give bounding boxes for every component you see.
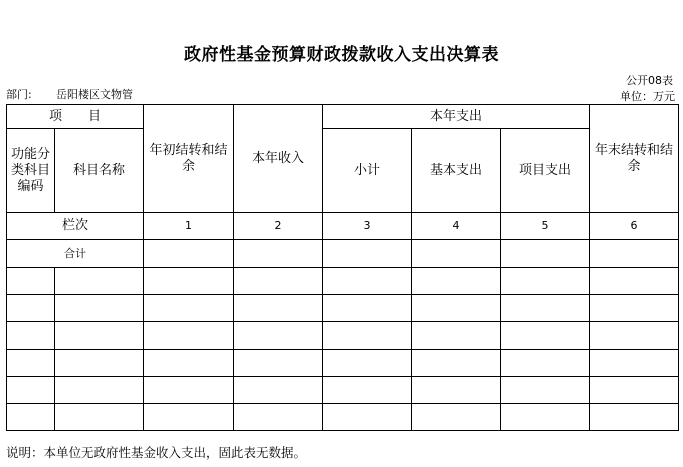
- column-index-1: 1: [144, 213, 234, 240]
- column-index-2: 2: [234, 213, 323, 240]
- header-income: 本年收入: [234, 105, 323, 213]
- form-number: 公开08表: [626, 74, 673, 87]
- header-subject-name: 科目名称: [55, 129, 144, 213]
- header-subtotal: 小计: [323, 129, 412, 213]
- table-row: [7, 377, 679, 404]
- table-row: [7, 322, 679, 350]
- table-row: [7, 295, 679, 322]
- table-row: [7, 268, 679, 295]
- department-line: [6, 86, 133, 100]
- total-label: 合计: [7, 240, 144, 268]
- table-cell: [144, 240, 234, 268]
- column-index-label: 栏次: [7, 213, 144, 240]
- header-expense: 本年支出: [323, 105, 590, 129]
- column-index-3: 3: [323, 213, 412, 240]
- table-cell: [234, 240, 323, 268]
- footnote: 说明：本单位无政府性基金收入支出，固此表无数据。: [6, 445, 307, 460]
- header-end-balance: 年末结转和结余: [590, 105, 679, 213]
- header-project: 项目支出: [501, 129, 590, 213]
- department-label: 部门:: [6, 88, 32, 100]
- table-cell: [412, 240, 501, 268]
- department-name: 岳阳楼区文物管: [56, 88, 133, 100]
- column-index-6: 6: [590, 213, 679, 240]
- table-cell: [590, 240, 679, 268]
- column-index-4: 4: [412, 213, 501, 240]
- budget-table: [6, 104, 679, 431]
- header-begin-balance: 年初结转和结余: [144, 105, 234, 213]
- column-index-5: 5: [501, 213, 590, 240]
- report-title: 政府性基金预算财政拨款收入支出决算表: [184, 45, 499, 65]
- header-item: 项 目: [7, 105, 144, 129]
- header-func-code: 功能分类科目编码: [7, 129, 55, 213]
- table-row: [7, 404, 679, 431]
- header-basic: 基本支出: [412, 129, 501, 213]
- table-cell: [323, 240, 412, 268]
- table-row: [7, 350, 679, 377]
- unit-label: 单位：万元: [620, 90, 675, 103]
- table-cell: [501, 240, 590, 268]
